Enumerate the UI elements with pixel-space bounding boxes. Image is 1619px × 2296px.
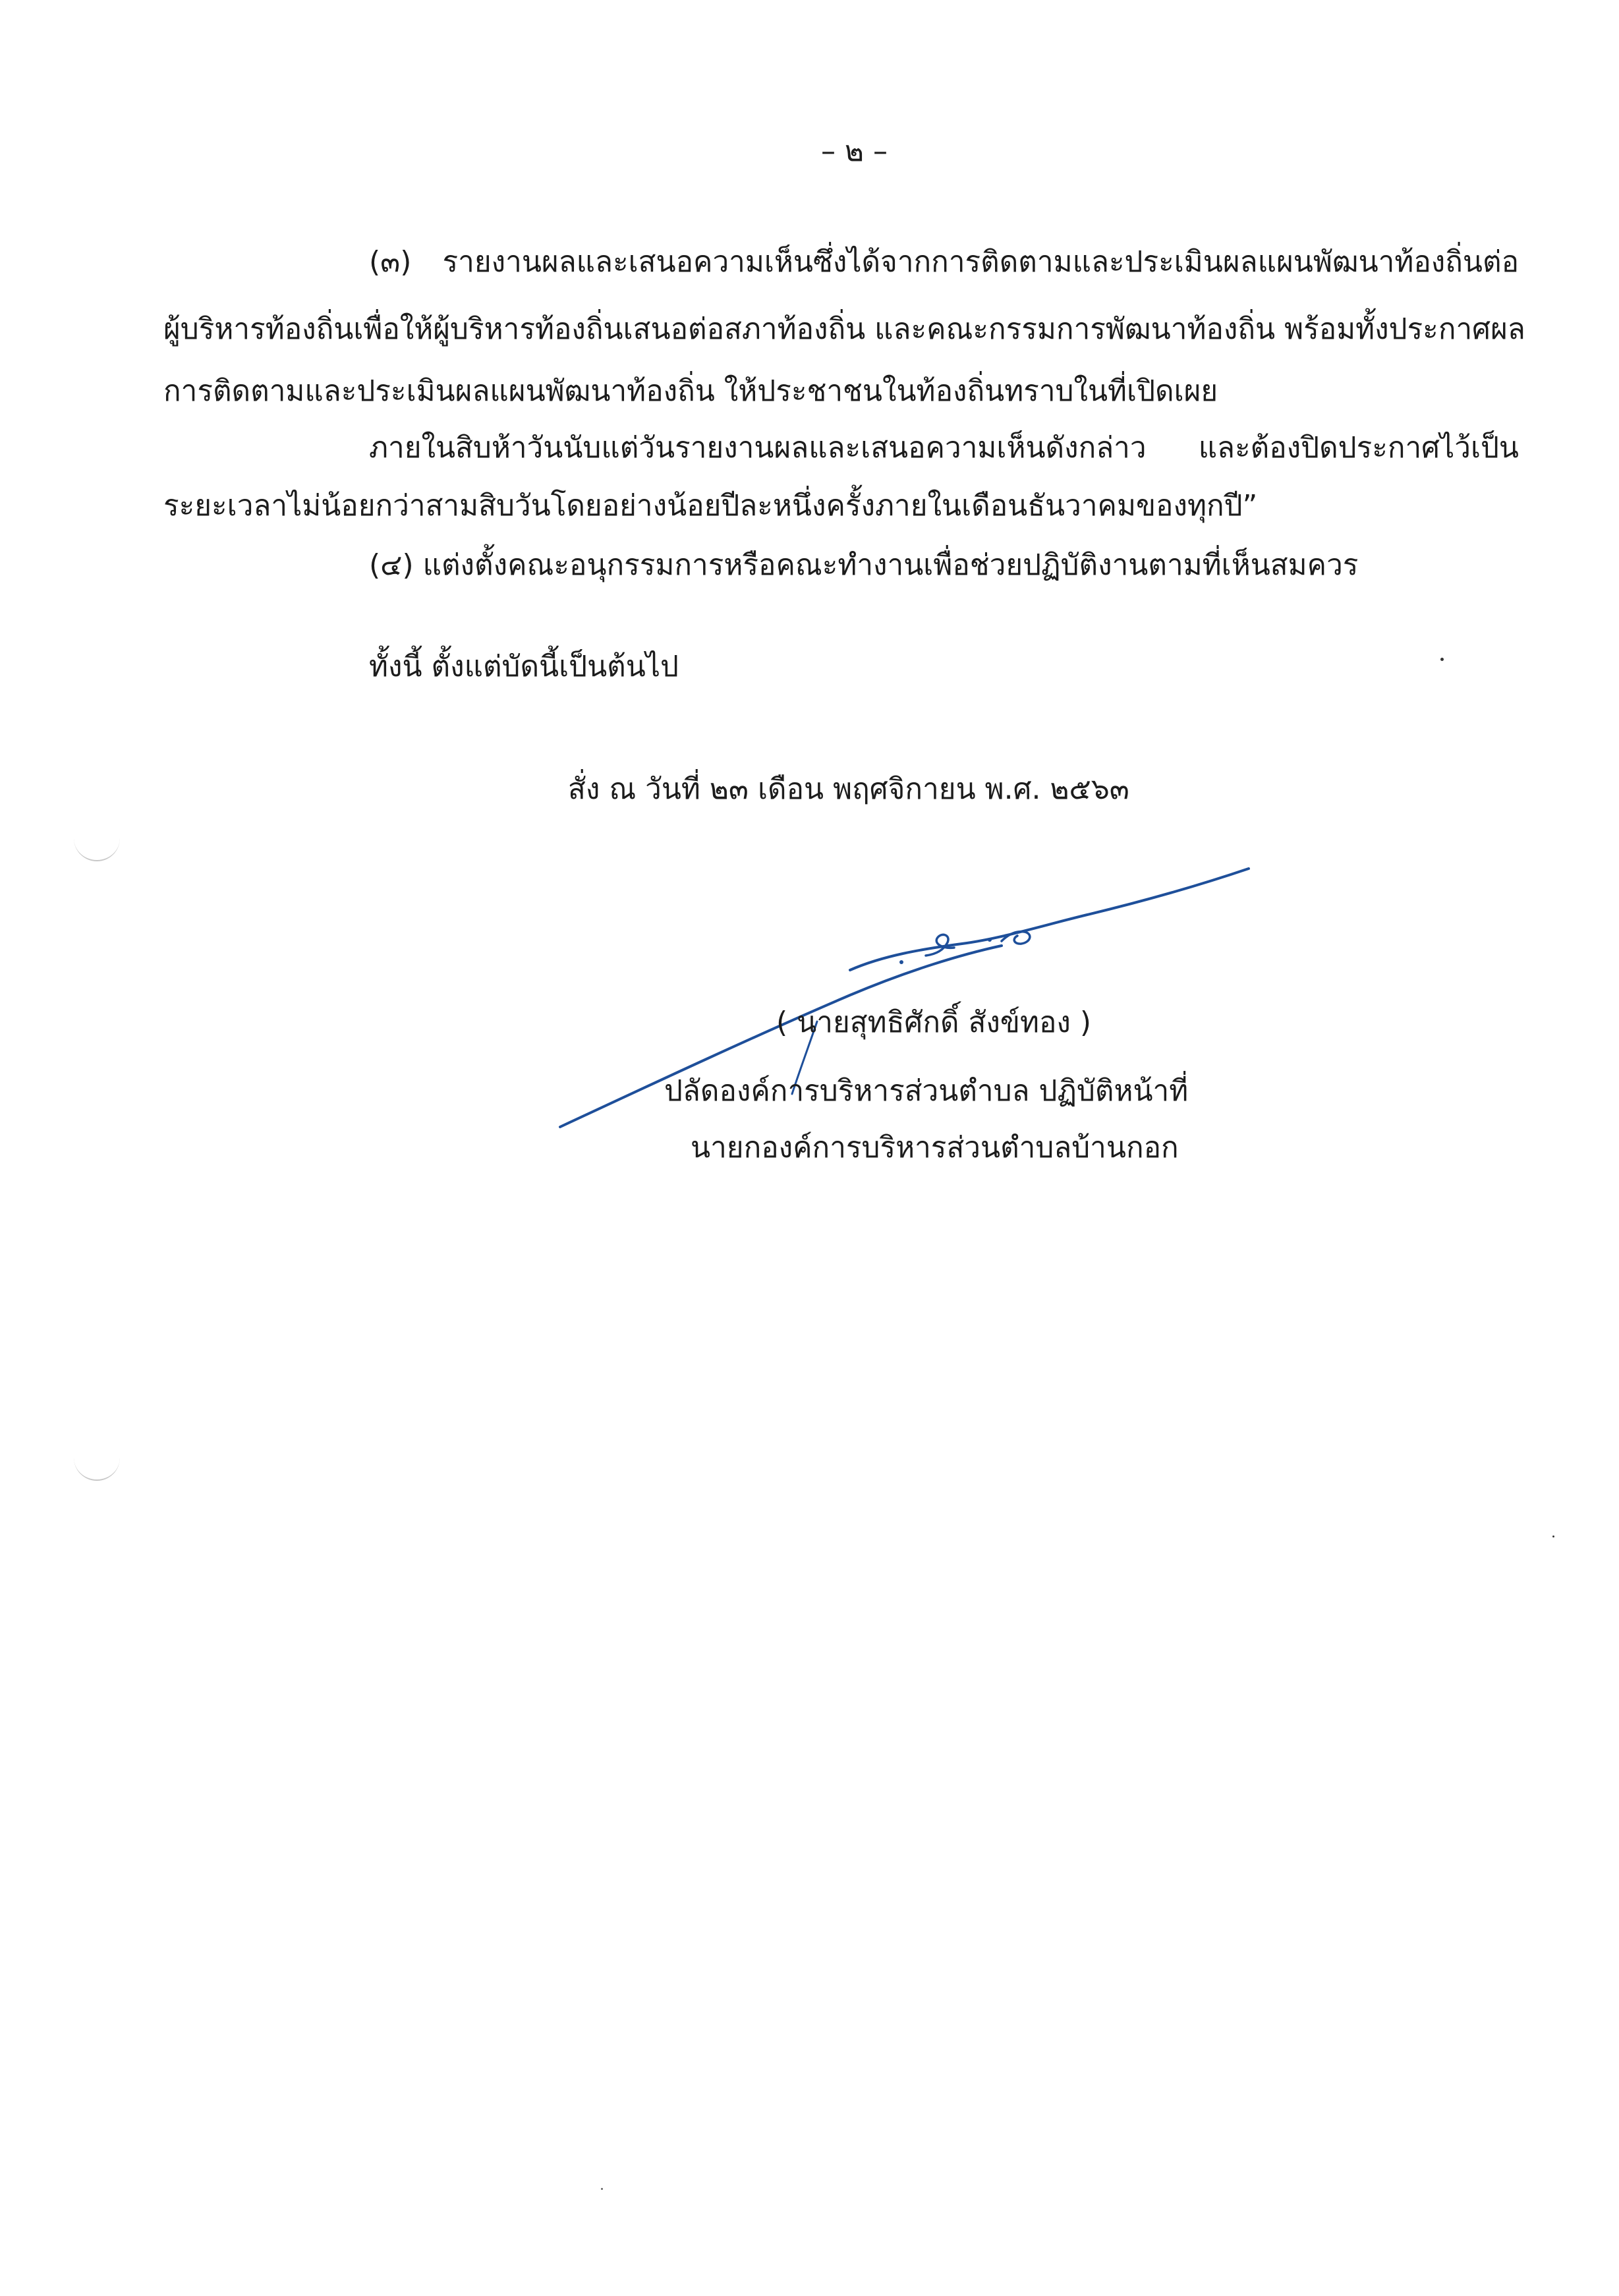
signatory-position-line-1: ปลัดองค์การบริหารส่วนตำบล ปฏิบัติหน้าที่	[664, 1074, 1189, 1108]
scan-speck	[1552, 1535, 1554, 1537]
scan-speck	[601, 2188, 603, 2190]
page-number: – ๒ –	[821, 134, 888, 168]
item-4: (๔) แต่งตั้งคณะอนุกรรมการหรือคณะทำงานเพื่อช่วยปฏิบัติงานตามที่เห็นสมควร	[369, 548, 1359, 582]
item-3-line-1: (๓) รายงานผลและเสนอความเห็นซึ่งได้จากการติดตามและประเมินผลแผนพัฒนาท้องถิ่นต่อ	[369, 245, 1519, 279]
announcement-line-2: ระยะเวลาไม่น้อยกว่าสามสิบวันโดยอย่างน้อยปีละหนึ่งครั้งภายในเดือนธันวาคมของทุกปี”	[163, 489, 1258, 523]
announcement-line-1: ภายในสิบห้าวันนับแต่วันรายงานผลและเสนอความเห็นดังกล่าว และต้องปิดประกาศไว้เป็น	[369, 431, 1519, 465]
signatory-name: ( นายสุทธิศักดิ์ สังข์ทอง )	[776, 1006, 1092, 1039]
item-3-line-2: ผู้บริหารท้องถิ่นเพื่อให้ผู้บริหารท้องถิ่นเสนอต่อสภาท้องถิ่น และคณะกรรมการพัฒนาท้องถิ่น พร้อมทั้งประกาศผล	[163, 312, 1525, 346]
order-date: สั่ง ณ วันที่ ๒๓ เดือน พฤศจิกายน พ.ศ. ๒๕๖๓	[568, 772, 1129, 806]
item-3-line-3: การติดตามและประเมินผลแผนพัฒนาท้องถิ่น ให้ประชาชนในท้องถิ่นทราบในที่เปิดเผย	[163, 374, 1218, 408]
punch-hole-mark-top	[74, 837, 120, 861]
signatory-position-line-2: นายกองค์การบริหารส่วนตำบลบ้านกอก	[691, 1131, 1179, 1164]
effective-clause: ทั้งนี้ ตั้งแต่บัดนี้เป็นต้นไป	[369, 650, 679, 683]
punch-hole-mark-bottom	[74, 1456, 120, 1481]
scan-speck	[1440, 658, 1444, 661]
